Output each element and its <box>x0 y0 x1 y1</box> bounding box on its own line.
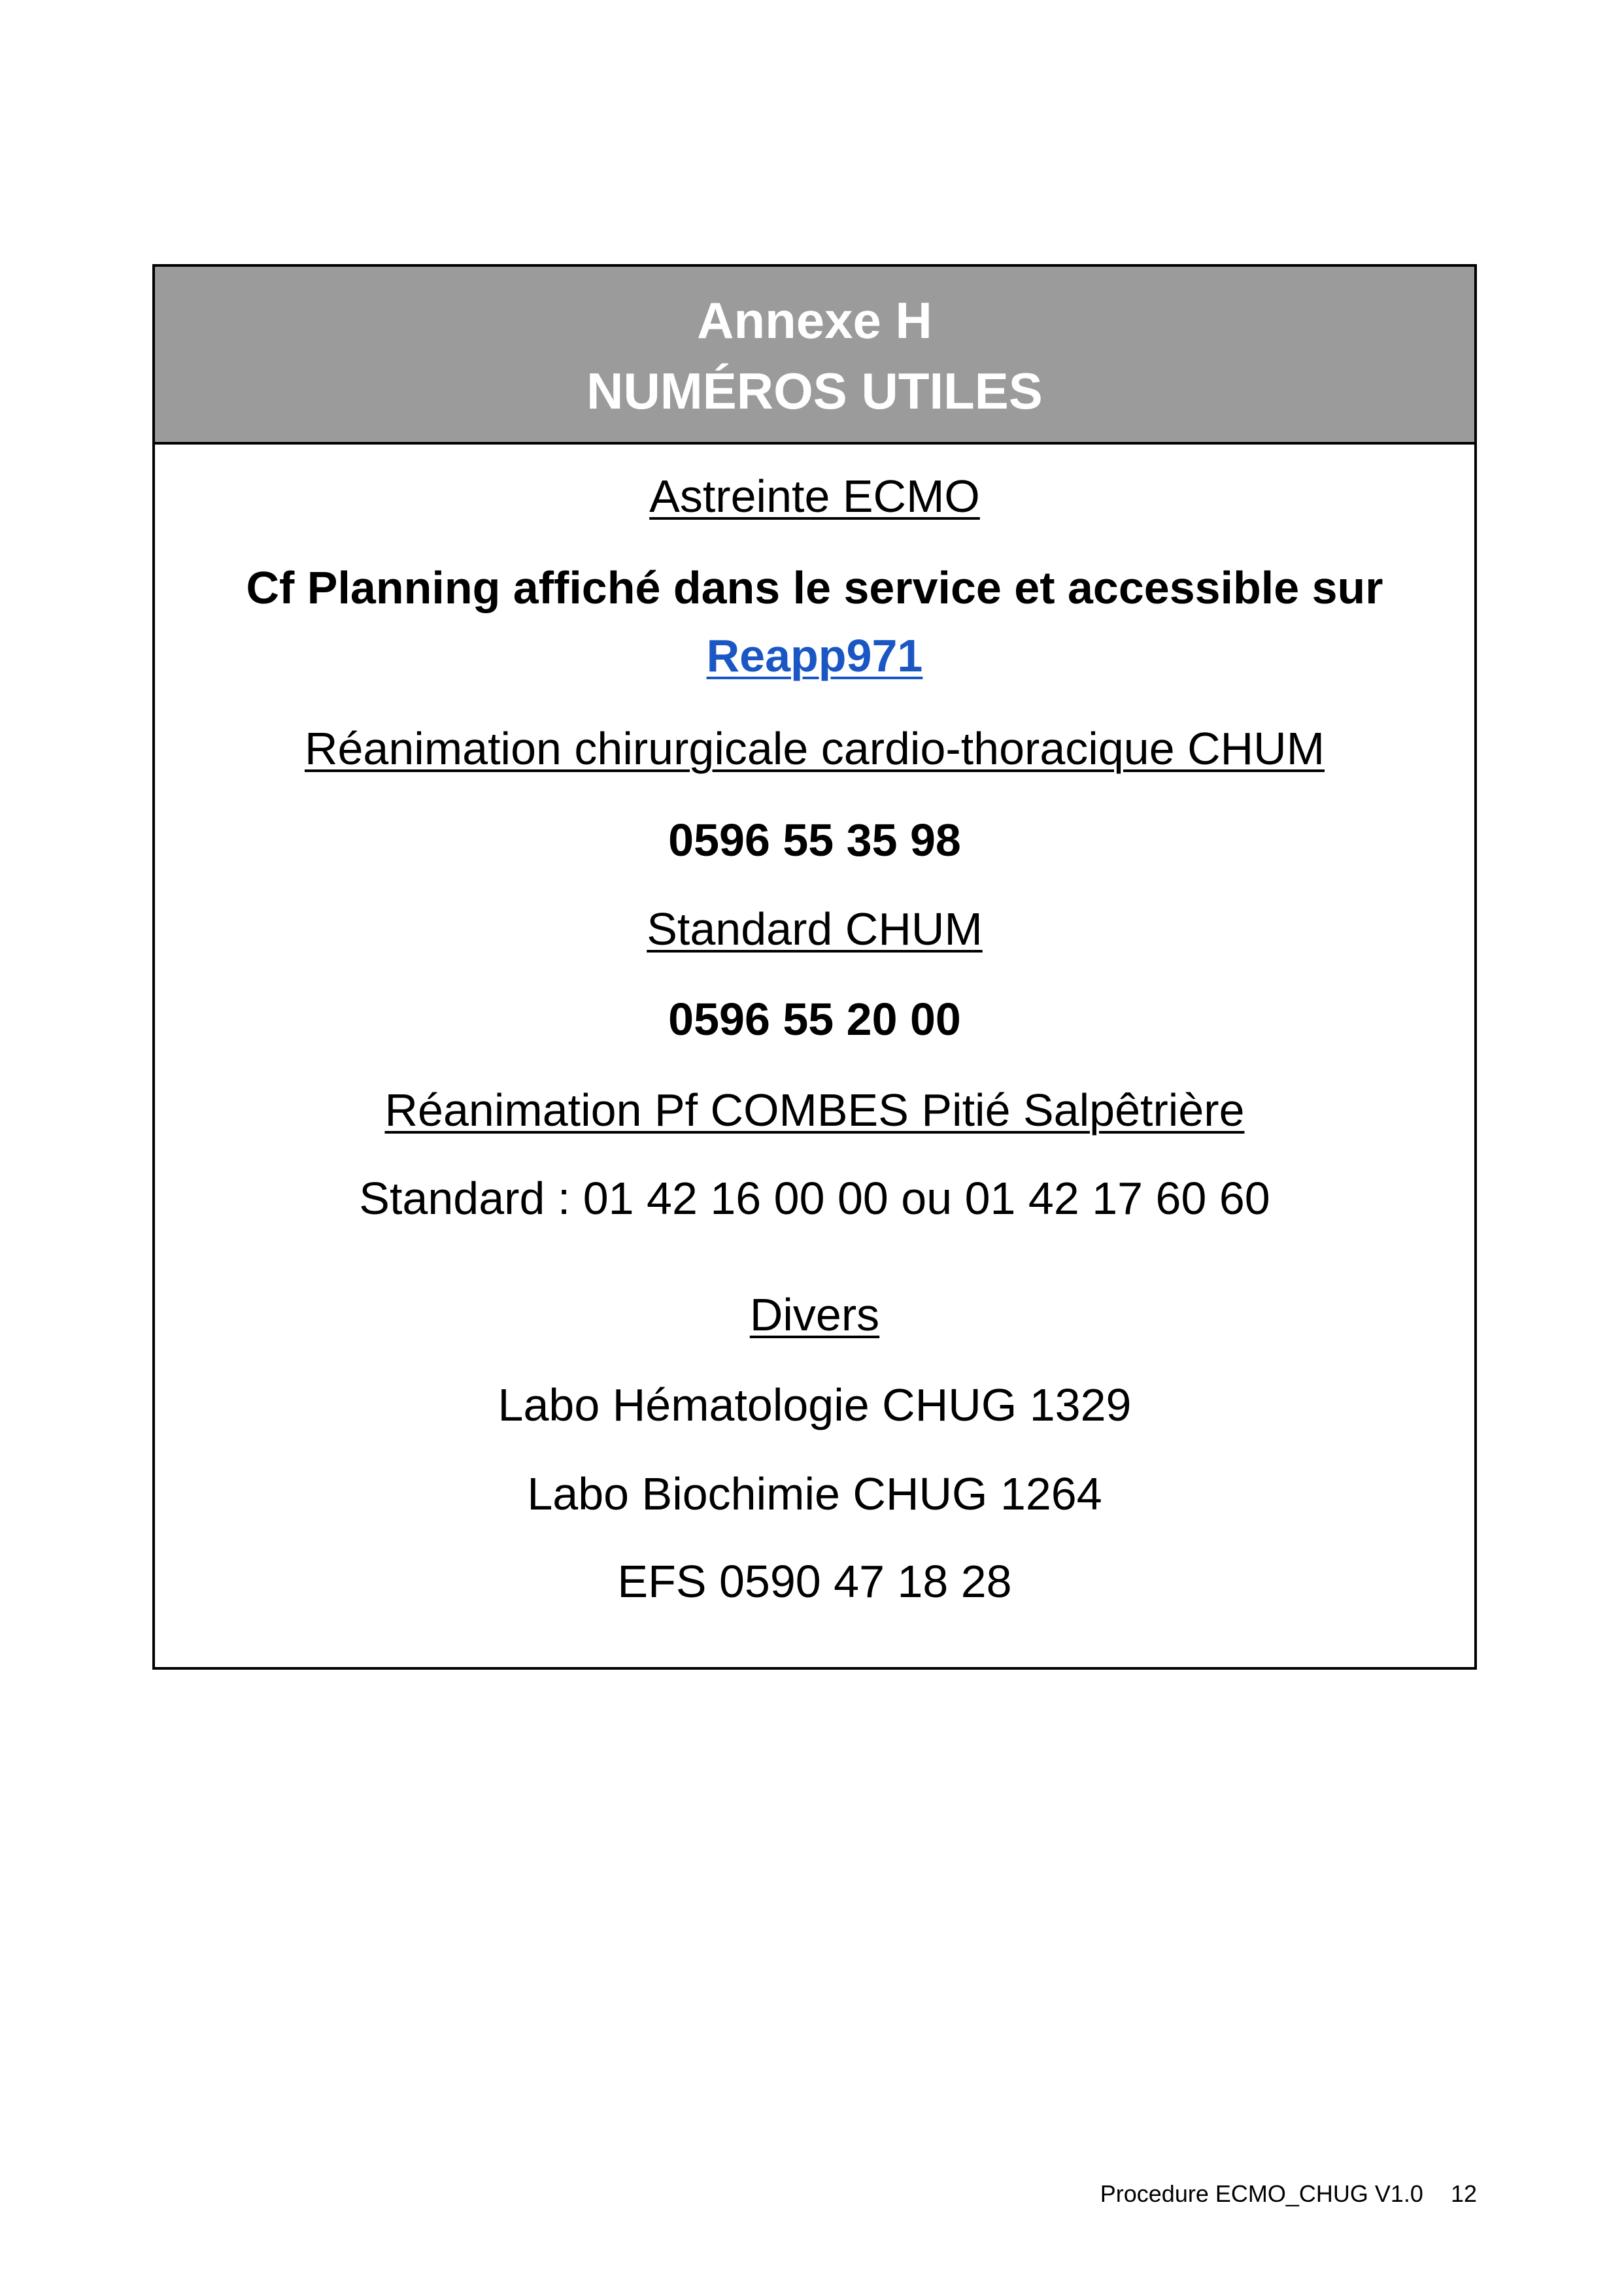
divers-title: Divers <box>749 1289 880 1340</box>
footer-page-number: 12 <box>1450 2180 1477 2207</box>
astreinte-heading <box>155 467 1474 526</box>
rea-heading <box>155 719 1474 778</box>
standard-heading <box>155 900 1474 958</box>
astreinte-link-line <box>155 626 1474 685</box>
annex-subtitle: NUMÉROS UTILES <box>586 362 1043 420</box>
pitie-title: Réanimation Pf COMBES Pitié Salpêtrière <box>384 1085 1245 1136</box>
astreinte-title: Astreinte ECMO <box>649 471 980 522</box>
astreinte-text: Cf Planning affiché dans le service et accessible sur <box>246 562 1383 613</box>
pitie-heading <box>155 1081 1474 1139</box>
annex-title: Annexe H <box>697 292 932 349</box>
annex-header <box>155 267 1474 445</box>
annex-box <box>152 264 1477 1670</box>
footer-doc-name: Procedure ECMO_CHUG V1.0 <box>1100 2180 1423 2207</box>
reapp-link[interactable]: Reapp971 <box>706 630 923 681</box>
standard-title: Standard CHUM <box>647 903 983 954</box>
divers-heading <box>155 1285 1474 1344</box>
standard-number: 0596 55 20 00 <box>668 994 961 1045</box>
pitie-text: Standard : 01 42 16 00 00 ou 01 42 17 60 60 <box>359 1173 1270 1224</box>
divers-item: EFS 0590 47 18 28 <box>617 1556 1012 1607</box>
rea-title: Réanimation chirurgicale cardio-thoracique CHUM <box>304 723 1325 774</box>
divers-item: Labo Hématologie CHUG 1329 <box>498 1379 1132 1430</box>
rea-number: 0596 55 35 98 <box>668 815 961 866</box>
page-footer <box>1100 2180 1477 2208</box>
divers-item: Labo Biochimie CHUG 1264 <box>527 1468 1102 1519</box>
